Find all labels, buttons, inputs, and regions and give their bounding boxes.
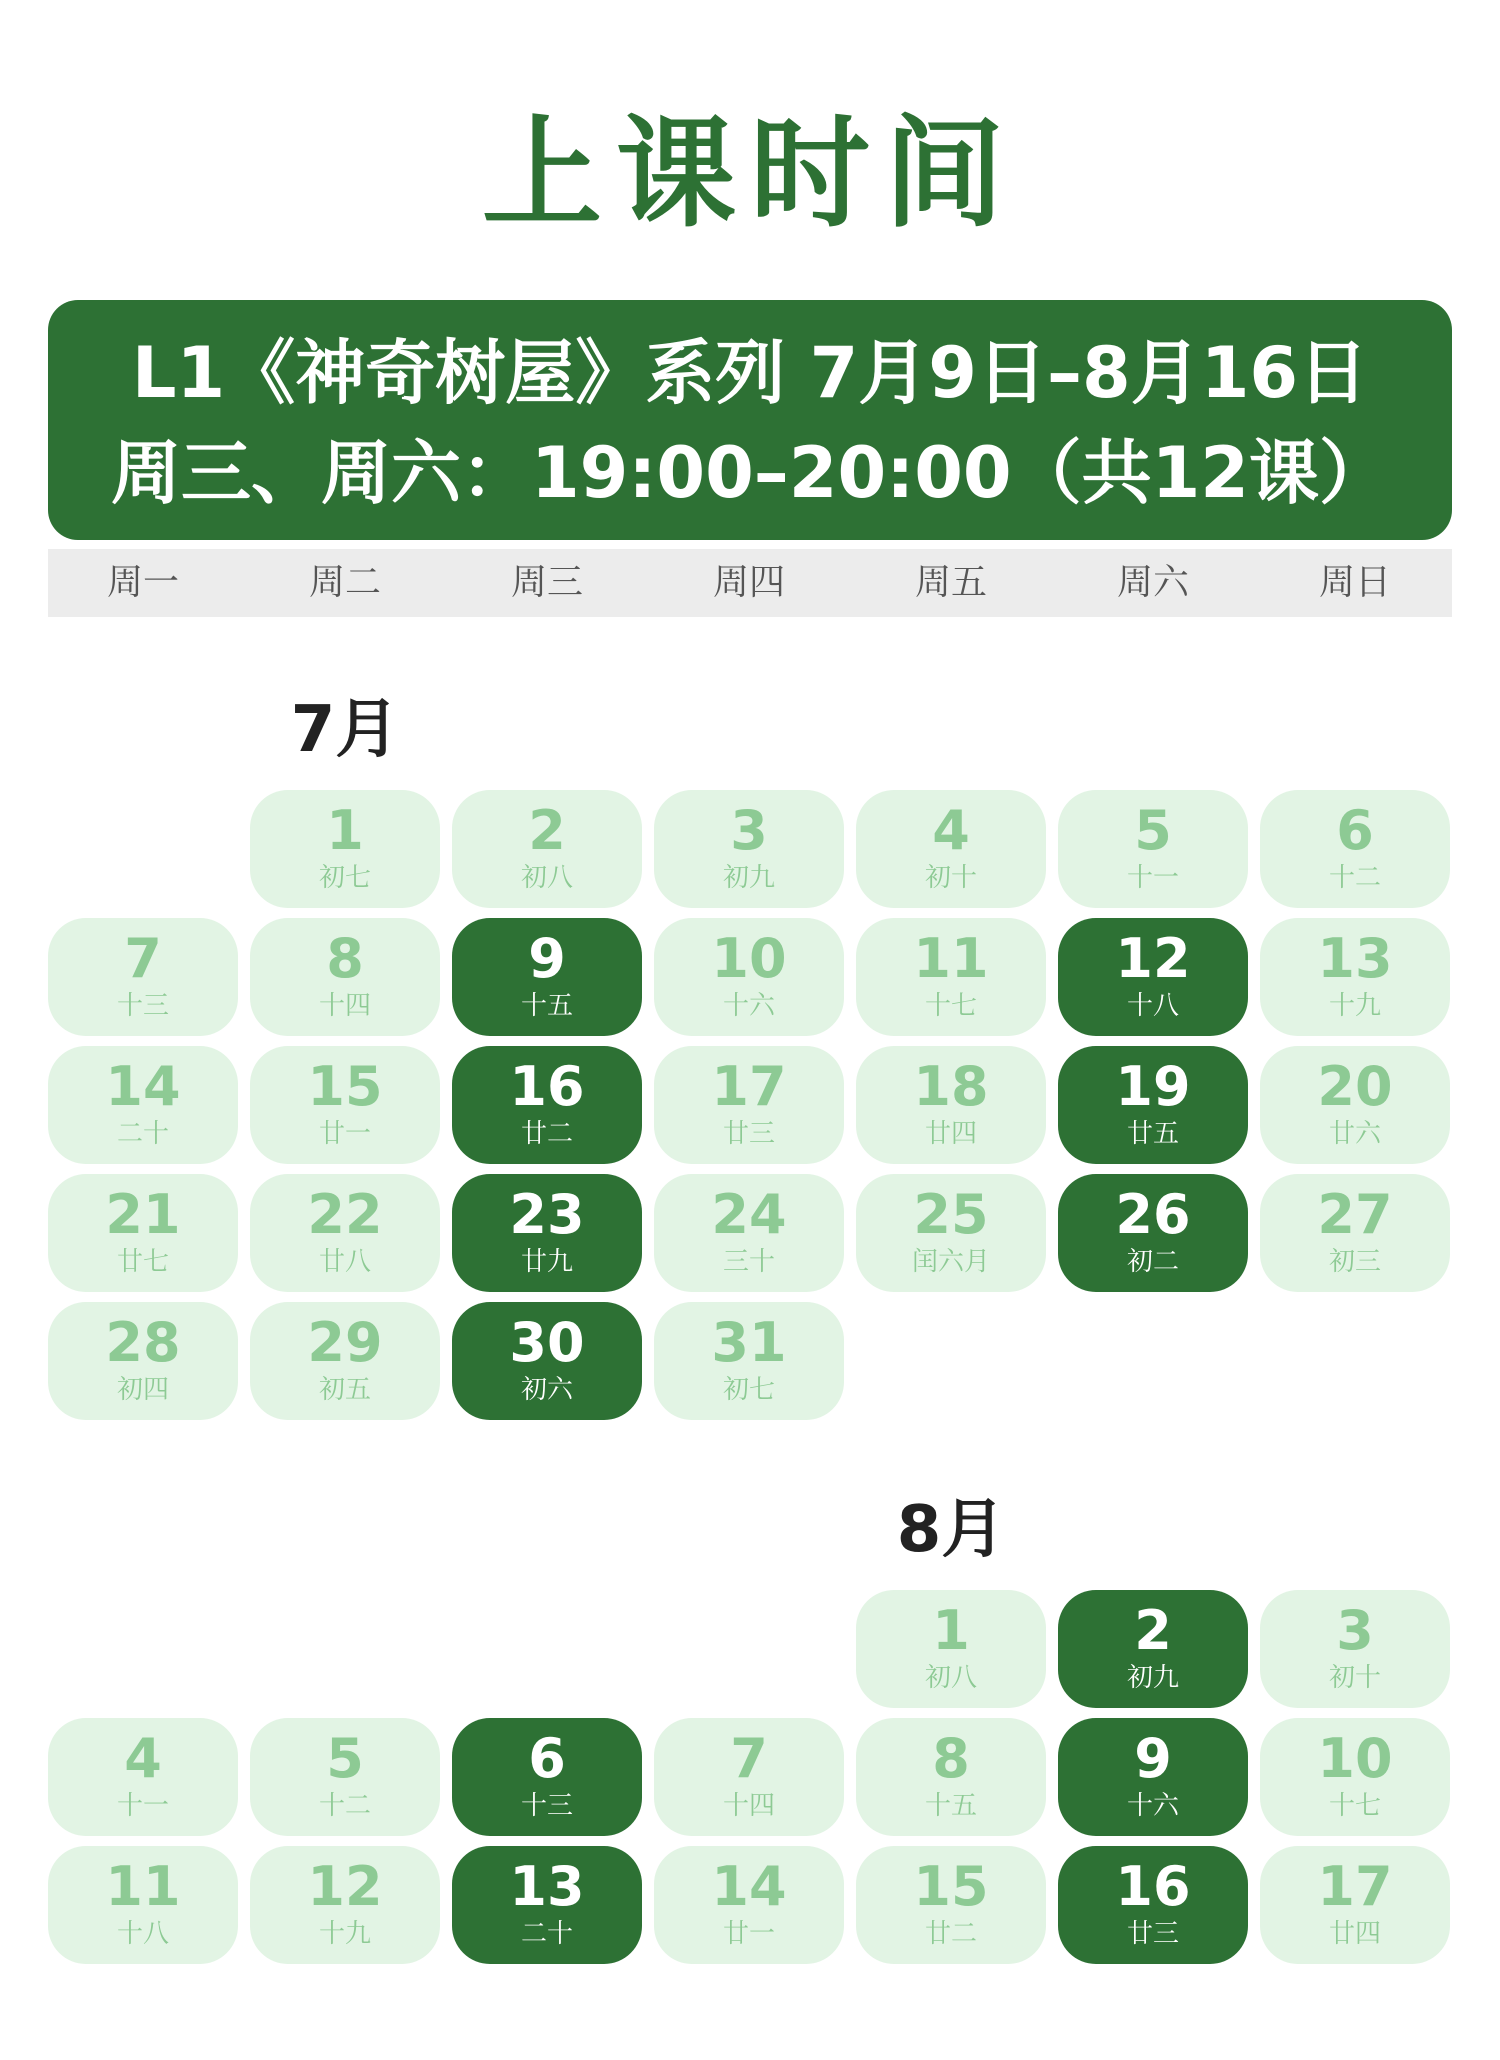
class-day-cell <box>452 1046 642 1164</box>
day-number: 13 <box>1317 927 1393 990</box>
day-cell <box>250 1718 440 1836</box>
day-cell <box>1058 790 1248 908</box>
day-number: 10 <box>1317 1727 1393 1790</box>
day-number: 6 <box>1336 799 1374 862</box>
day-number: 25 <box>913 1183 989 1246</box>
lunar-date: 十九 <box>318 1919 371 1949</box>
day-number: 7 <box>124 927 162 990</box>
lunar-date: 初十 <box>1328 1663 1381 1693</box>
lunar-date: 廿五 <box>1126 1119 1179 1149</box>
class-day-cell <box>1058 1174 1248 1292</box>
lunar-date: 廿三 <box>1126 1919 1179 1949</box>
day-cell <box>250 1302 440 1420</box>
day-cell <box>654 790 844 908</box>
day-number: 5 <box>1134 799 1172 862</box>
lunar-date: 初九 <box>1126 1663 1179 1693</box>
day-cell <box>1260 1174 1450 1292</box>
lunar-date: 廿二 <box>520 1119 573 1149</box>
day-number: 3 <box>730 799 768 862</box>
lunar-date: 二十 <box>116 1119 169 1149</box>
class-day-cell <box>1058 1718 1248 1836</box>
day-number: 8 <box>326 927 364 990</box>
day-cell <box>250 1046 440 1164</box>
day-number: 9 <box>1134 1727 1172 1790</box>
day-cell <box>856 1846 1046 1964</box>
lunar-date: 廿四 <box>924 1119 977 1149</box>
day-number: 12 <box>307 1855 383 1918</box>
day-number: 8 <box>932 1727 970 1790</box>
day-cell <box>1260 790 1450 908</box>
lunar-date: 廿三 <box>722 1119 775 1149</box>
day-number: 21 <box>105 1183 181 1246</box>
day-cell <box>452 790 642 908</box>
day-number: 11 <box>913 927 989 990</box>
day-number: 24 <box>711 1183 787 1246</box>
lunar-date: 闰六月 <box>911 1247 990 1277</box>
day-number: 12 <box>1115 927 1191 990</box>
day-cell <box>654 918 844 1036</box>
day-cell <box>1260 1590 1450 1708</box>
day-cell <box>856 1590 1046 1708</box>
lunar-date: 初八 <box>520 863 573 893</box>
day-number: 9 <box>528 927 566 990</box>
course-info-banner <box>48 300 1452 540</box>
lunar-date: 初九 <box>722 863 775 893</box>
day-cell <box>48 1174 238 1292</box>
class-day-cell <box>1058 1846 1248 1964</box>
lunar-date: 廿八 <box>318 1247 371 1277</box>
lunar-date: 十五 <box>520 991 573 1021</box>
day-cell <box>250 1174 440 1292</box>
class-day-cell <box>1058 1590 1248 1708</box>
day-cell <box>856 790 1046 908</box>
day-cell <box>654 1302 844 1420</box>
day-cell <box>654 1174 844 1292</box>
day-cell <box>856 1718 1046 1836</box>
lunar-date: 十七 <box>1328 1791 1381 1821</box>
day-number: 26 <box>1115 1183 1191 1246</box>
day-cell <box>250 1846 440 1964</box>
weekday-fri: 周五 <box>914 562 987 603</box>
lunar-date: 十八 <box>116 1919 169 1949</box>
day-number: 3 <box>1336 1599 1374 1662</box>
lunar-date: 初七 <box>318 863 371 893</box>
lunar-date: 初四 <box>116 1375 169 1405</box>
day-number: 17 <box>711 1055 787 1118</box>
weekday-header <box>48 549 1452 617</box>
lunar-date: 初二 <box>1126 1247 1179 1277</box>
day-cell <box>654 1046 844 1164</box>
weekday-tue: 周二 <box>308 562 381 603</box>
day-cell <box>654 1718 844 1836</box>
day-cell <box>48 1046 238 1164</box>
day-number: 31 <box>711 1311 787 1374</box>
lunar-date: 十四 <box>722 1791 775 1821</box>
day-number: 20 <box>1317 1055 1393 1118</box>
lunar-date: 十一 <box>116 1791 169 1821</box>
day-cell <box>856 918 1046 1036</box>
day-cell <box>856 1174 1046 1292</box>
day-number: 19 <box>1115 1055 1191 1118</box>
lunar-date: 十九 <box>1328 991 1381 1021</box>
lunar-date: 十五 <box>924 1791 977 1821</box>
lunar-date: 初七 <box>722 1375 775 1405</box>
day-number: 15 <box>913 1855 989 1918</box>
day-cell <box>250 918 440 1036</box>
day-number: 14 <box>711 1855 787 1918</box>
day-number: 16 <box>1115 1855 1191 1918</box>
lunar-date: 十七 <box>924 991 977 1021</box>
day-number: 4 <box>124 1727 162 1790</box>
day-number: 13 <box>509 1855 585 1918</box>
day-cell <box>48 1718 238 1836</box>
day-number: 23 <box>509 1183 585 1246</box>
day-cell <box>654 1846 844 1964</box>
weekday-thu: 周四 <box>712 562 785 603</box>
day-cell <box>856 1046 1046 1164</box>
lunar-date: 初六 <box>520 1375 573 1405</box>
class-day-cell <box>452 1174 642 1292</box>
day-cell <box>1260 1718 1450 1836</box>
lunar-date: 十三 <box>116 991 169 1021</box>
lunar-date: 廿七 <box>116 1247 169 1277</box>
day-number: 27 <box>1317 1183 1393 1246</box>
day-number: 6 <box>528 1727 566 1790</box>
lunar-date: 十四 <box>318 991 371 1021</box>
day-number: 16 <box>509 1055 585 1118</box>
month-label: 7月 <box>290 693 400 767</box>
day-number: 5 <box>326 1727 364 1790</box>
day-number: 17 <box>1317 1855 1393 1918</box>
lunar-date: 二十 <box>520 1919 573 1949</box>
page-title: 上课时间 <box>482 105 1018 244</box>
lunar-date: 十六 <box>1126 1791 1179 1821</box>
day-number: 2 <box>528 799 566 862</box>
lunar-date: 十一 <box>1126 863 1179 893</box>
day-number: 10 <box>711 927 787 990</box>
lunar-date: 十二 <box>318 1791 371 1821</box>
lunar-date: 十八 <box>1126 991 1179 1021</box>
class-day-cell <box>452 1846 642 1964</box>
day-number: 29 <box>307 1311 383 1374</box>
day-number: 14 <box>105 1055 181 1118</box>
class-day-cell <box>452 1718 642 1836</box>
lunar-date: 初五 <box>318 1375 371 1405</box>
day-cell <box>1260 1846 1450 1964</box>
lunar-date: 初八 <box>924 1663 977 1693</box>
lunar-date: 廿一 <box>318 1119 371 1149</box>
day-number: 22 <box>307 1183 383 1246</box>
lunar-date: 廿六 <box>1328 1119 1381 1149</box>
class-day-cell <box>452 918 642 1036</box>
weekday-sun: 周日 <box>1318 562 1391 603</box>
lunar-date: 初十 <box>924 863 977 893</box>
class-day-cell <box>1058 918 1248 1036</box>
day-cell <box>48 1846 238 1964</box>
day-cell <box>1260 1046 1450 1164</box>
month-label: 8月 <box>896 1493 1006 1567</box>
weekday-wed: 周三 <box>510 562 583 603</box>
lunar-date: 廿四 <box>1328 1919 1381 1949</box>
day-number: 1 <box>932 1599 970 1662</box>
day-cell <box>48 918 238 1036</box>
lunar-date: 十六 <box>722 991 775 1021</box>
weekday-mon: 周一 <box>106 562 179 603</box>
day-number: 2 <box>1134 1599 1172 1662</box>
course-series-line: L1《神奇树屋》系列 7月9日–8月16日 <box>131 332 1369 414</box>
day-number: 15 <box>307 1055 383 1118</box>
day-number: 11 <box>105 1855 181 1918</box>
day-cell <box>48 1302 238 1420</box>
weekday-sat: 周六 <box>1116 562 1189 603</box>
day-cell <box>250 790 440 908</box>
lunar-date: 廿一 <box>722 1919 775 1949</box>
day-number: 18 <box>913 1055 989 1118</box>
lunar-date: 初三 <box>1328 1247 1381 1277</box>
class-day-cell <box>1058 1046 1248 1164</box>
day-cell <box>1260 918 1450 1036</box>
lunar-date: 十二 <box>1328 863 1381 893</box>
day-number: 7 <box>730 1727 768 1790</box>
day-number: 4 <box>932 799 970 862</box>
course-schedule-line: 周三、周六：19:00–20:00（共12课） <box>110 432 1390 514</box>
day-number: 28 <box>105 1311 181 1374</box>
day-number: 30 <box>509 1311 585 1374</box>
lunar-date: 廿二 <box>924 1919 977 1949</box>
lunar-date: 三十 <box>722 1247 775 1277</box>
lunar-date: 十三 <box>520 1791 573 1821</box>
class-day-cell <box>452 1302 642 1420</box>
lunar-date: 廿九 <box>520 1247 573 1277</box>
day-number: 1 <box>326 799 364 862</box>
